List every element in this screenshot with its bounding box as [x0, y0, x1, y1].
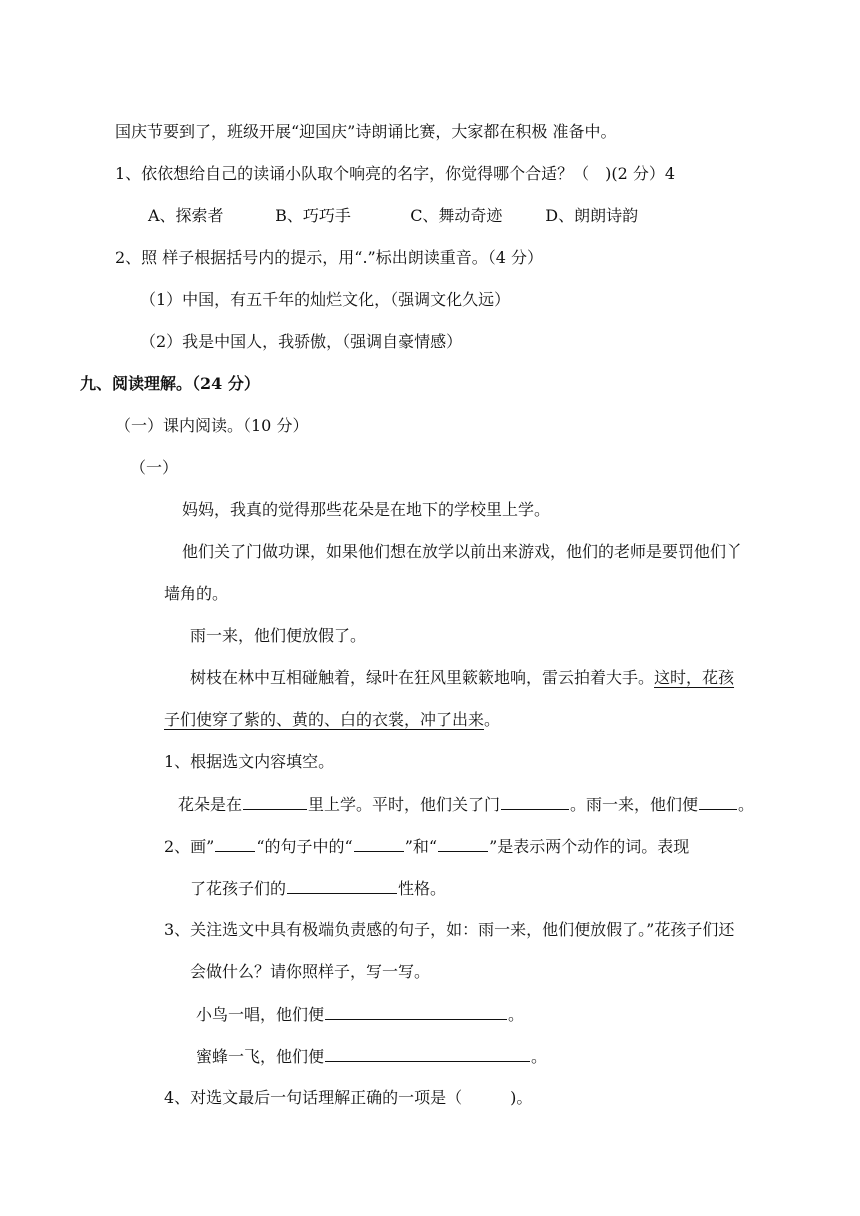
- underlined-sentence-continued: 子们使穿了紫的、黄的、白的衣裳，冲了出来: [164, 710, 485, 729]
- section-9-sub-label: （一）: [130, 458, 179, 477]
- fill-text: 里上学。平时，他们关了门: [308, 795, 501, 814]
- reading-question-2-line-2: [190, 877, 446, 900]
- reading-question-3-bird: [196, 1003, 524, 1026]
- option-d: D、朗朗诗韵: [545, 206, 639, 225]
- passage-paragraph-4-line-1: [190, 667, 734, 689]
- passage-paragraph-3: 雨一来，他们便放假了。: [190, 626, 367, 645]
- fill-text: 花朵是在: [178, 795, 243, 814]
- option-a: A、探索者: [148, 206, 224, 225]
- passage-paragraph-4-line-2: [164, 709, 500, 731]
- reading-question-3-bee: [196, 1045, 547, 1068]
- section-9-title: 九、阅读理解。（24 分）: [80, 374, 260, 393]
- question-1: 1、依依想给自己的读诵小队取个响亮的名字，你觉得哪个合适？（ )(2 分）4: [115, 164, 676, 183]
- intro-text: 国庆节要到了，班级开展“迎国庆”诗朗诵比赛，大家都在积极 准备中。: [115, 122, 617, 141]
- reading-question-1: 1、根据选文内容填空。: [164, 752, 335, 771]
- fill-text: 2、画”: [164, 837, 215, 856]
- underlined-sentence: 这时，花孩: [654, 668, 735, 687]
- answer-blank[interactable]: [287, 877, 397, 894]
- fill-text: 蜜蜂一飞，他们便: [196, 1047, 325, 1066]
- fill-text: 小鸟一唱，他们便: [196, 1005, 325, 1024]
- fill-text: 了花孩子们的: [190, 879, 287, 898]
- answer-blank[interactable]: [438, 835, 488, 852]
- reading-question-3-line-1: 3、关注选文中具有极端负责感的句子，如：雨一来，他们便放假了。”花孩子们还: [164, 920, 735, 939]
- fill-text: 。: [531, 1047, 548, 1066]
- passage-text: 。: [484, 710, 501, 729]
- answer-blank[interactable]: [215, 835, 255, 852]
- option-b: B、巧巧手: [275, 206, 351, 225]
- question-1-options: [148, 205, 638, 227]
- answer-blank[interactable]: [354, 835, 404, 852]
- question-2-item-1: （1）中国，有五千年的灿烂文化，（强调文化久远）: [140, 290, 511, 309]
- fill-text: “的句子中的“: [256, 837, 353, 856]
- fill-text: ”和“: [404, 837, 438, 856]
- answer-blank[interactable]: [243, 793, 307, 810]
- option-c: C、舞动奇迹: [410, 206, 503, 225]
- question-2: 2、照 样子根据括号内的提示，用“.”标出朗读重音。（4 分）: [115, 248, 543, 267]
- passage-text: 树枝在林中互相碰触着，绿叶在狂风里簌簌地响，雷云拍着大手。: [190, 668, 655, 687]
- reading-question-1-fill: [178, 793, 754, 816]
- reading-question-2: [164, 835, 689, 858]
- passage-paragraph-1: 妈妈，我真的觉得那些花朵是在地下的学校里上学。: [182, 500, 551, 519]
- question-2-item-2: （2）我是中国人，我骄傲，（强调自豪情感）: [140, 332, 463, 351]
- fill-text: 。: [508, 1005, 525, 1024]
- fill-text: ”是表示两个动作的词。表现: [489, 837, 690, 856]
- reading-question-4: 4、对选文最后一句话理解正确的一项是（ )。: [164, 1088, 533, 1107]
- answer-blank[interactable]: [325, 1045, 530, 1062]
- reading-question-3-line-2: 会做什么？请你照样子，写一写。: [190, 962, 431, 981]
- section-9-subtitle: （一）课内阅读。（10 分）: [115, 416, 309, 435]
- answer-blank[interactable]: [501, 793, 569, 810]
- fill-text: 性格。: [398, 879, 447, 898]
- answer-blank[interactable]: [325, 1003, 507, 1020]
- passage-paragraph-2-line-2: 墙角的。: [164, 584, 229, 603]
- fill-text: 。雨一来，他们便: [570, 795, 699, 814]
- answer-blank[interactable]: [699, 793, 737, 810]
- fill-text: 。: [738, 795, 755, 814]
- passage-paragraph-2-line-1: 他们关了门做功课，如果他们想在放学以前出来游戏，他们的老师是要罚他们丫: [182, 542, 743, 561]
